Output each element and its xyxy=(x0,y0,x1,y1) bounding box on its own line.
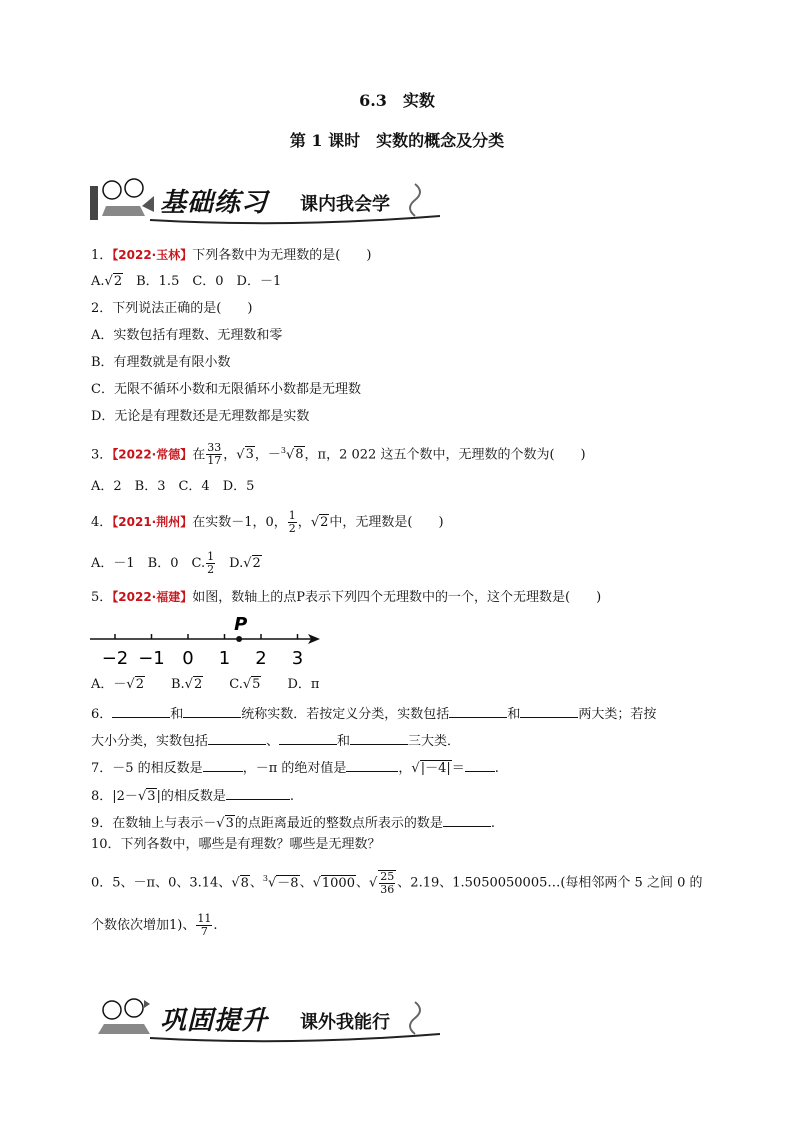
question-2-option-b: B．有理数就是有限小数 xyxy=(91,355,231,370)
answer-blank[interactable] xyxy=(443,813,491,827)
answer-blank[interactable] xyxy=(203,758,243,772)
tick-label: −2 xyxy=(101,648,129,669)
question-5: 5．【2022·福建】如图，数轴上的点P表示下列四个无理数中的一个，这个无理数是( ) xyxy=(91,590,602,605)
answer-blank[interactable] xyxy=(465,758,495,772)
question-6-line-2: 大小分类，实数包括 、 和 三大类． xyxy=(91,731,460,751)
banner-sub-text: 课内我会学 xyxy=(300,194,390,215)
fraction: $\frac{1}{2}$ xyxy=(288,509,296,535)
number-line-figure xyxy=(88,612,328,670)
answer-blank[interactable] xyxy=(449,704,507,718)
question-7: 7．－5 的相反数是 ，－π 的绝对值是 ，√|－4|＝ . xyxy=(91,758,499,778)
question-1: 1．【2022·玉林】下列各数中为无理数的是( ) xyxy=(91,248,372,263)
tick-label: 3 xyxy=(291,648,304,669)
question-10-line-2: 个数依次增加1)、 $\frac{11}{7}$ . xyxy=(91,912,218,938)
answer-blank[interactable] xyxy=(520,704,578,718)
point-label: P xyxy=(234,614,248,635)
source-tag: 【2022·玉林】 xyxy=(112,248,193,262)
answer-blank[interactable] xyxy=(346,758,398,772)
answer-blank[interactable] xyxy=(279,731,337,745)
question-4-options: A．－1 B．0 C. $\frac{1}{2}$ D.√2 xyxy=(91,550,261,576)
tick-label: 2 xyxy=(255,648,267,669)
banner-basic-practice xyxy=(90,176,450,226)
answer-blank[interactable] xyxy=(226,786,290,800)
banner-sub-text: 课外我能行 xyxy=(300,1012,390,1033)
question-3-options: A．2 B．3 C．4 D．5 xyxy=(91,479,255,494)
question-1-options: A.√2 B．1.5 C．0 D．－1 xyxy=(91,274,282,289)
question-8: 8．|2－√3|的相反数是 . xyxy=(91,786,294,806)
kids-reading-icon xyxy=(90,994,450,1044)
tick-label: 0 xyxy=(182,648,194,669)
question-10-numbers: 0．5、－π、0、3.14、√8、$^3$√－8、√1000、√ $\frac{25}{36}$ 、2.19、1.5050050005…(每相邻两个 5 之间 0 的 xyxy=(91,870,703,896)
lesson-title: 第 1 课时 实数的概念及分类 xyxy=(289,131,505,150)
section-title: 6.3 实数 xyxy=(359,91,435,110)
tick-label: 1 xyxy=(218,648,231,669)
question-2-option-d: D．无论是有理数还是无理数都是实数 xyxy=(91,409,310,424)
question-4: 4．【2021·荆州】在实数－1，0， $\frac{1}{2}$ ，√2中，无理数是( ) xyxy=(91,509,444,535)
answer-blank[interactable] xyxy=(350,731,408,745)
question-6-line-1: 6． 和 统称实数．若按定义分类，实数包括 和 两大类；若按 xyxy=(91,704,656,724)
question-3: 3．【2022·常德】在 $\frac{33}{17}$ ，√3，－$^3$√8，π，2 022 这五个数中，无理数的个数为( ) xyxy=(91,441,586,468)
banner-main-text: 巩固提升 xyxy=(160,1006,269,1036)
question-2-option-c: C．无限不循环小数和无限循环小数都是无理数 xyxy=(91,382,361,397)
answer-blank[interactable] xyxy=(112,704,170,718)
question-9: 9．在数轴上与表示－√3的点距离最近的整数点所表示的数是 . xyxy=(91,813,495,833)
question-10: 10．下列各数中，哪些是有理数？哪些是无理数？ xyxy=(91,837,381,852)
banner-main-text: 基础练习 xyxy=(160,188,269,218)
fraction: $\frac{33}{17}$ xyxy=(207,441,222,468)
kids-reading-icon xyxy=(90,176,450,226)
answer-blank[interactable] xyxy=(208,731,266,745)
question-2: 2．下列说法正确的是( ) xyxy=(91,301,253,316)
banner-consolidation xyxy=(90,994,450,1044)
question-2-option-a: A．实数包括有理数、无理数和零 xyxy=(91,328,283,343)
point-p xyxy=(236,636,242,642)
question-5-options: A．－√2 B.√2 C.√5 D．π xyxy=(91,677,320,692)
tick-label: −1 xyxy=(138,648,165,669)
answer-blank[interactable] xyxy=(183,704,241,718)
